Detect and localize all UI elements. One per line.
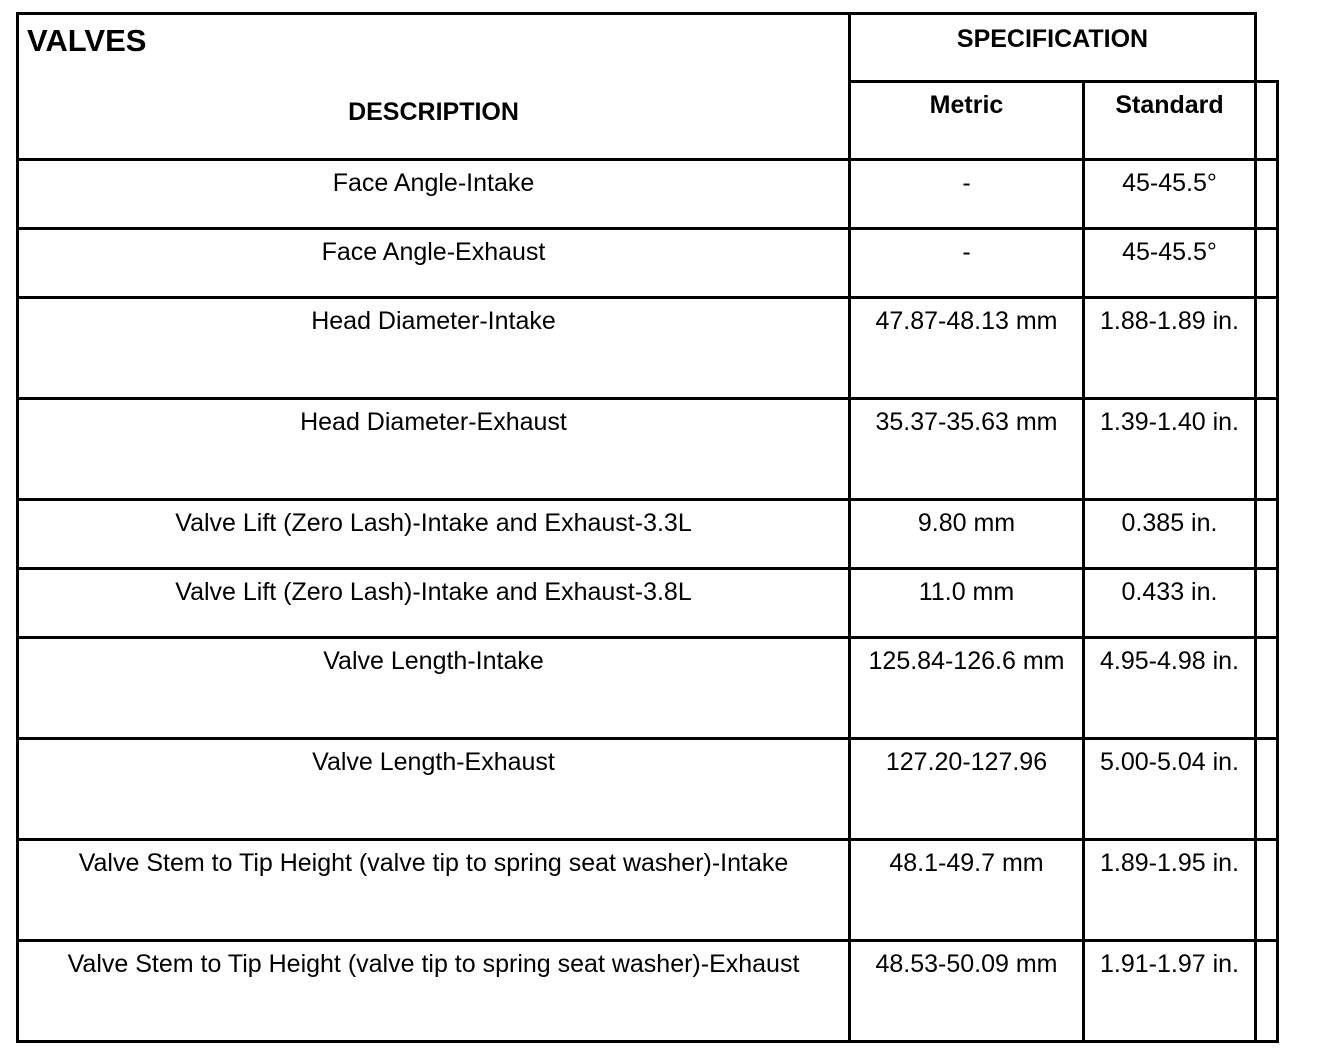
metric-cell-text: 127.20-127.96 [885, 748, 1048, 776]
table-row [18, 840, 1278, 941]
description-cell [18, 941, 850, 1042]
title-row [18, 14, 1278, 82]
standard-cell [1084, 739, 1256, 840]
extra-column-cell [1256, 298, 1278, 399]
standard-cell-text: 4.95-4.98 in. [1100, 647, 1239, 675]
metric-cell [850, 229, 1084, 298]
standard-cell-text: 45-45.5° [1122, 238, 1217, 266]
table-row [18, 160, 1278, 229]
extra-column-cell [1256, 840, 1278, 941]
extra-column-cell [1256, 229, 1278, 298]
extra-column-cell [1256, 739, 1278, 840]
extra-column-cell [1256, 82, 1278, 160]
description-cell [18, 500, 850, 569]
description-header: DESCRIPTION [18, 82, 850, 160]
description-cell [18, 739, 850, 840]
description-cell [18, 399, 850, 500]
description-cell-text: Valve Stem to Tip Height (valve tip to spring seat washer)-Exhaust [67, 950, 800, 978]
metric-header: Metric [850, 82, 1084, 160]
description-cell-text: Valve Stem to Tip Height (valve tip to spring seat washer)-Intake [78, 849, 789, 877]
metric-cell [850, 160, 1084, 229]
description-cell-text: Head Diameter-Exhaust [300, 408, 567, 436]
description-cell-text: Head Diameter-Intake [311, 307, 556, 335]
standard-cell [1084, 569, 1256, 638]
table-row [18, 399, 1278, 500]
metric-cell-text: 35.37-35.63 mm [875, 408, 1058, 436]
description-cell-text: Face Angle-Intake [332, 169, 535, 197]
standard-cell-text: 1.89-1.95 in. [1100, 849, 1239, 877]
table-row [18, 739, 1278, 840]
table-row [18, 500, 1278, 569]
metric-cell [850, 840, 1084, 941]
standard-cell-text: 0.385 in. [1121, 509, 1218, 537]
metric-cell [850, 569, 1084, 638]
extra-column-cell [1256, 569, 1278, 638]
standard-cell-text: 1.88-1.89 in. [1100, 307, 1239, 335]
description-cell [18, 298, 850, 399]
extra-column-cell [1256, 160, 1278, 229]
standard-cell [1084, 500, 1256, 569]
description-cell-text: Valve Lift (Zero Lash)-Intake and Exhaust-3.3L [175, 509, 692, 537]
valves-spec-table [16, 12, 1279, 1043]
standard-cell-text: 1.39-1.40 in. [1100, 408, 1239, 436]
metric-cell [850, 500, 1084, 569]
standard-cell [1084, 840, 1256, 941]
metric-cell [850, 739, 1084, 840]
extra-column-cell [1256, 638, 1278, 739]
table-title: VALVES [18, 14, 850, 82]
table-row [18, 569, 1278, 638]
metric-cell-text: 9.80 mm [917, 509, 1016, 537]
metric-cell-text: 48.53-50.09 mm [875, 950, 1058, 978]
standard-cell [1084, 941, 1256, 1042]
standard-cell [1084, 229, 1256, 298]
description-cell-text: Valve Length-Intake [323, 647, 544, 675]
standard-cell-text: 45-45.5° [1122, 169, 1217, 197]
description-cell [18, 840, 850, 941]
description-cell [18, 638, 850, 739]
extra-column-cell [1256, 500, 1278, 569]
metric-cell [850, 941, 1084, 1042]
table-row [18, 941, 1278, 1042]
description-cell-text: Valve Length-Exhaust [312, 748, 555, 776]
description-cell [18, 569, 850, 638]
standard-cell [1084, 298, 1256, 399]
standard-cell [1084, 638, 1256, 739]
metric-cell [850, 298, 1084, 399]
metric-cell [850, 399, 1084, 500]
specification-header: SPECIFICATION [850, 14, 1256, 82]
description-cell-text: Face Angle-Exhaust [321, 238, 546, 266]
metric-cell-text: 47.87-48.13 mm [875, 307, 1058, 335]
extra-column-cell [1256, 399, 1278, 500]
metric-cell-text: - [962, 169, 971, 197]
extra-column-cell [1256, 941, 1278, 1042]
standard-cell-text: 1.91-1.97 in. [1100, 950, 1239, 978]
standard-cell-text: 0.433 in. [1121, 578, 1218, 606]
metric-cell-text: 48.1-49.7 mm [889, 849, 1044, 877]
metric-cell-text: - [962, 238, 971, 266]
table-row [18, 298, 1278, 399]
valves-spec-table-wrapper [16, 12, 1279, 1043]
standard-cell-text: 5.00-5.04 in. [1100, 748, 1239, 776]
table-row [18, 638, 1278, 739]
standard-cell [1084, 160, 1256, 229]
metric-cell-text: 125.84-126.6 mm [868, 647, 1065, 675]
description-cell [18, 160, 850, 229]
header-spacer [1256, 14, 1278, 82]
metric-cell-text: 11.0 mm [918, 578, 1015, 606]
description-cell [18, 229, 850, 298]
table-row [18, 229, 1278, 298]
column-header-row [18, 82, 1278, 160]
standard-header: Standard [1084, 82, 1256, 160]
standard-cell [1084, 399, 1256, 500]
metric-cell [850, 638, 1084, 739]
description-cell-text: Valve Lift (Zero Lash)-Intake and Exhaust-3.8L [175, 578, 692, 606]
